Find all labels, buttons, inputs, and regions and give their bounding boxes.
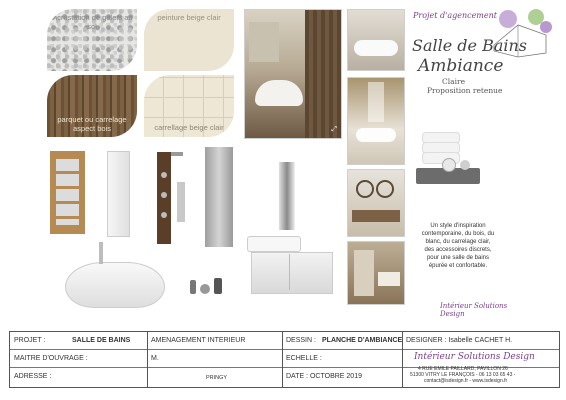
vanity-image xyxy=(247,236,333,296)
hand-shower-image xyxy=(177,182,185,222)
swatch-tile-label: carrellage beige clair xyxy=(154,123,224,132)
bathroom-photo-main xyxy=(244,9,342,139)
swatch-parquet-label: parquet ou carrelage aspect bois xyxy=(57,115,127,133)
bathroom-photo-3 xyxy=(347,77,405,165)
designer-text: DESIGNER : Isabelle CACHET H. xyxy=(406,337,513,344)
bathroom-photo-5 xyxy=(347,241,405,305)
swatch-gravel xyxy=(47,9,137,71)
title-line2: Ambiance xyxy=(418,56,504,76)
style-description: Un style d'inspiration contemporaine, du bois, du blanc, du carrelage clair, des accessoires discrets, pour une salle de bains épurée et confortable. xyxy=(421,223,495,269)
dessin-label: DESSIN : xyxy=(286,337,316,344)
swatch-parquet xyxy=(47,75,137,137)
company-contact: contact@isdesign.fr - www.isdesign.fr xyxy=(424,378,508,384)
swatch-paint xyxy=(144,9,234,71)
tall-cabinet-image xyxy=(107,151,130,237)
projet-label: PROJET : xyxy=(14,337,46,344)
title-subtitle: Claire xyxy=(442,77,466,86)
company-address-2: 51300 VITRY LE FRANÇOIS - 06 13 03 65 43 - xyxy=(410,372,516,378)
echelle-label: ECHELLE : xyxy=(286,355,322,362)
bathroom-photo-2 xyxy=(347,9,405,71)
zoom-icon: ⤢ xyxy=(331,126,337,133)
shower-column-image xyxy=(157,152,171,244)
project-label: Projet d'agencement xyxy=(413,11,497,20)
door-image xyxy=(50,151,85,234)
mirror-image xyxy=(279,162,295,230)
title-block xyxy=(9,331,560,388)
towel-radiator-image xyxy=(205,147,233,247)
date-text: DATE : OCTOBRE 2019 xyxy=(286,373,362,380)
maitre-value: M. xyxy=(151,355,159,362)
maitre-label: MAITRE D'OUVRAGE : xyxy=(14,355,88,362)
title-line1: Salle de Bains xyxy=(412,36,528,55)
company-logo-text: Intérieur Solutions Design xyxy=(414,352,535,362)
dessin-value: PLANCHE D'AMBIANCE xyxy=(322,337,403,344)
swatch-gravel-label: incrustation de galets au sol xyxy=(51,13,133,31)
adresse-value: PRINGY xyxy=(206,375,228,381)
adresse-label: ADRESSE : xyxy=(14,373,52,380)
proposal-label: Proposition retenue xyxy=(427,86,503,95)
company-signature: Intérieur Solutions Design xyxy=(440,302,508,318)
bathroom-photo-4 xyxy=(347,169,405,237)
company-address-1: 4 RUE EMILE PAILLARD, PAVILLON 26 xyxy=(418,366,508,372)
bathtub-image xyxy=(65,254,163,309)
swatch-tile xyxy=(144,75,234,137)
amenagement-text: AMENAGEMENT INTERIEUR xyxy=(151,337,246,344)
projet-value: SALLE DE BAINS xyxy=(72,337,131,344)
towel-tray-image xyxy=(412,128,488,194)
swatch-paint-label: peinture beige clair xyxy=(157,13,221,22)
bathroom-accessories-image xyxy=(190,274,230,298)
